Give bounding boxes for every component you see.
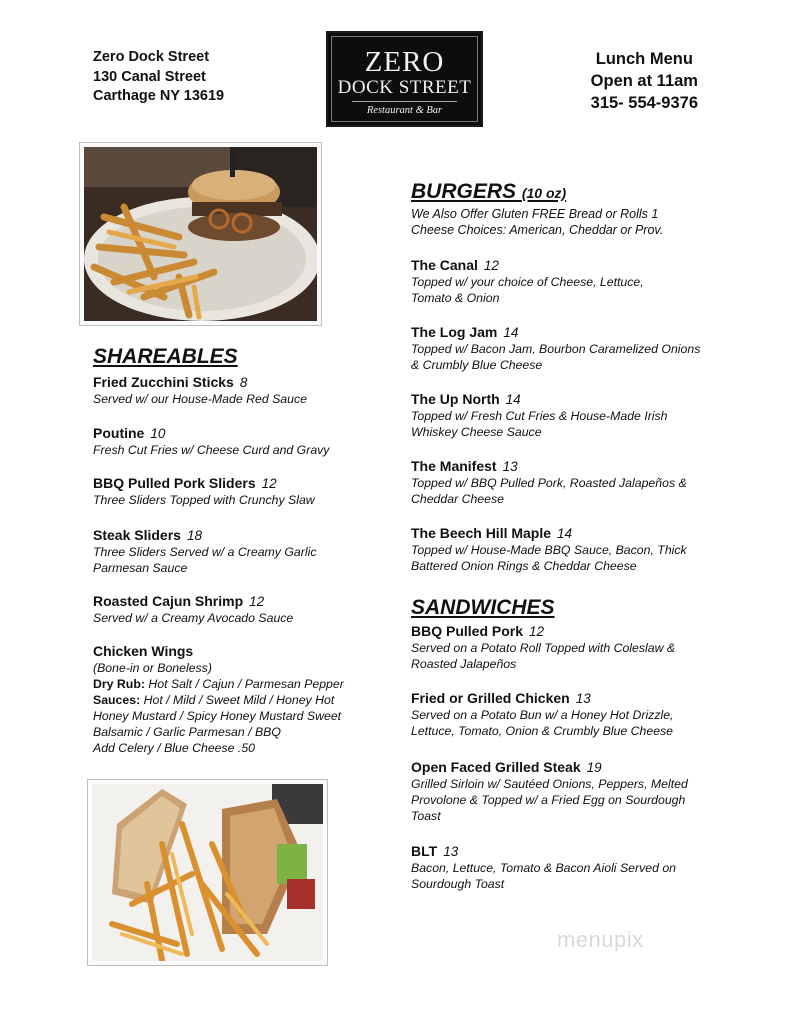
item-description: Served on a Potato Bun w/ a Honey Hot Drizzle, Lettuce, Tomato, Onion & Crumbly Blue Cheese	[411, 708, 674, 738]
menu-item	[411, 525, 711, 574]
item-description: Served on a Potato Roll Topped with Coleslaw & Roasted Jalapeños	[411, 641, 676, 671]
menu-item	[411, 257, 711, 306]
logo-line-restaurant-bar: Restaurant & Bar	[366, 105, 443, 116]
menupix-watermark: menupix	[557, 927, 644, 952]
item-name: BBQ Pulled Pork Sliders	[93, 475, 256, 491]
item-name: Chicken Wings	[93, 643, 194, 659]
item-name: BBQ Pulled Pork	[411, 623, 524, 639]
menu-item	[411, 324, 711, 373]
menu-item	[411, 458, 711, 507]
dry-rub-options: Hot Salt / Cajun / Parmesan Pepper	[148, 677, 344, 691]
logo-line-dock-street: DOCK STREET	[337, 77, 472, 98]
menu-item	[93, 527, 343, 576]
burger-fries-image	[84, 147, 317, 321]
restaurant-logo	[326, 31, 483, 127]
item-description: Served w/ our House-Made Red Sauce	[93, 392, 307, 406]
item-name: Roasted Cajun Shrimp	[93, 593, 244, 609]
burgers-title: BURGERS	[411, 180, 517, 203]
gluten-free-note: We Also Offer Gluten FREE Bread or Rolls 1	[411, 207, 659, 221]
restaurant-name: Zero Dock Street	[93, 49, 210, 65]
menu-item	[411, 623, 711, 672]
burgers-heading	[411, 180, 566, 205]
menu-item	[93, 593, 393, 626]
wings-add-on: Add Celery / Blue Cheese .50	[93, 741, 256, 755]
item-description: Bacon, Lettuce, Tomato & Bacon Aioli Served on Sourdough Toast	[411, 861, 677, 891]
restaurant-address	[93, 48, 224, 107]
item-name: BLT	[411, 843, 438, 859]
item-price: 12	[249, 594, 265, 609]
item-price: 12	[529, 624, 545, 639]
burgers-size: (10 oz)	[521, 185, 567, 201]
item-description: Grilled Sirloin w/ Sautéed Onions, Peppers, Melted Provolone & Topped w/ a Fried Egg on Sourdough Toast	[411, 777, 688, 823]
blt-fries-photo	[87, 779, 328, 966]
blt-fries-image	[92, 784, 323, 961]
item-price: 12	[483, 258, 499, 273]
logo-line-zero: ZERO	[364, 46, 445, 78]
dry-rub-label: Dry Rub:	[93, 677, 145, 691]
item-price: 10	[150, 426, 166, 441]
item-name: Fried Zucchini Sticks	[93, 374, 234, 390]
menu-item	[93, 425, 393, 458]
item-price: 8	[239, 375, 248, 390]
burgers-notes	[411, 206, 721, 238]
item-price: 12	[261, 476, 277, 491]
opening-time: Open at 11am	[590, 72, 698, 90]
item-name: Poutine	[93, 425, 145, 441]
sauce-options: Hot / Mild / Sweet Mild / Honey Hot Honey Mustard / Spicy Honey Mustard Sweet Balsamic / Garlic Parmesan / BBQ	[93, 693, 342, 739]
cheese-choices-note: Cheese Choices: American, Cheddar or Prov.	[411, 223, 664, 237]
item-price: 14	[503, 325, 519, 340]
item-description: Topped w/ House-Made BBQ Sauce, Bacon, Thick Battered Onion Rings & Cheddar Cheese	[411, 543, 687, 573]
item-description: Fresh Cut Fries w/ Cheese Curd and Gravy	[93, 443, 330, 457]
menu-info	[591, 48, 698, 114]
item-price: 14	[557, 526, 573, 541]
item-price: 13	[443, 844, 459, 859]
item-price: 19	[586, 760, 602, 775]
item-description: Topped w/ BBQ Pulled Pork, Roasted Jalapeños & Cheddar Cheese	[411, 476, 687, 506]
item-name: The Log Jam	[411, 324, 498, 340]
menu-item	[411, 690, 711, 739]
item-price: 13	[502, 459, 518, 474]
city-state-zip: Carthage NY 13619	[93, 88, 225, 104]
menu-item	[93, 475, 393, 508]
item-description: Three Sliders Topped with Crunchy Slaw	[93, 493, 315, 507]
shareables-heading: SHAREABLES	[93, 345, 238, 368]
burger-fries-photo	[79, 142, 322, 326]
item-name: Open Faced Grilled Steak	[411, 759, 581, 775]
item-description: Served w/ a Creamy Avocado Sauce	[93, 611, 294, 625]
wings-dry-rub	[93, 676, 363, 692]
logo-divider	[352, 101, 457, 102]
menu-title: Lunch Menu	[595, 50, 693, 68]
item-name: The Canal	[411, 257, 478, 273]
sandwiches-heading: SANDWICHES	[411, 596, 555, 619]
menu-item	[411, 391, 711, 440]
item-name: The Up North	[411, 391, 500, 407]
sauces-label: Sauces:	[93, 693, 141, 707]
item-price: 18	[186, 528, 202, 543]
item-description: Topped w/ your choice of Cheese, Lettuce, Tomato & Onion	[411, 275, 644, 305]
chicken-wings-item	[93, 643, 363, 756]
item-description: Topped w/ Bacon Jam, Bourbon Caramelized Onions & Crumbly Blue Cheese	[411, 342, 701, 372]
wings-sauces	[93, 692, 363, 740]
item-name: The Beech Hill Maple	[411, 525, 552, 541]
item-description: Three Sliders Served w/ a Creamy Garlic Parmesan Sauce	[93, 545, 317, 575]
street-address: 130 Canal Street	[93, 68, 206, 85]
menu-item	[411, 759, 711, 824]
item-price: 14	[505, 392, 521, 407]
menu-item	[411, 843, 711, 892]
item-description: Topped w/ Fresh Cut Fries & House-Made Irish Whiskey Cheese Sauce	[411, 409, 668, 439]
item-name: The Manifest	[411, 458, 497, 474]
item-name: Fried or Grilled Chicken	[411, 690, 570, 706]
item-name: Steak Sliders	[93, 527, 181, 543]
menu-item	[93, 374, 393, 407]
item-price: 13	[575, 691, 591, 706]
wings-style: (Bone-in or Boneless)	[93, 661, 212, 675]
phone-number: 315- 554-9376	[590, 94, 698, 112]
